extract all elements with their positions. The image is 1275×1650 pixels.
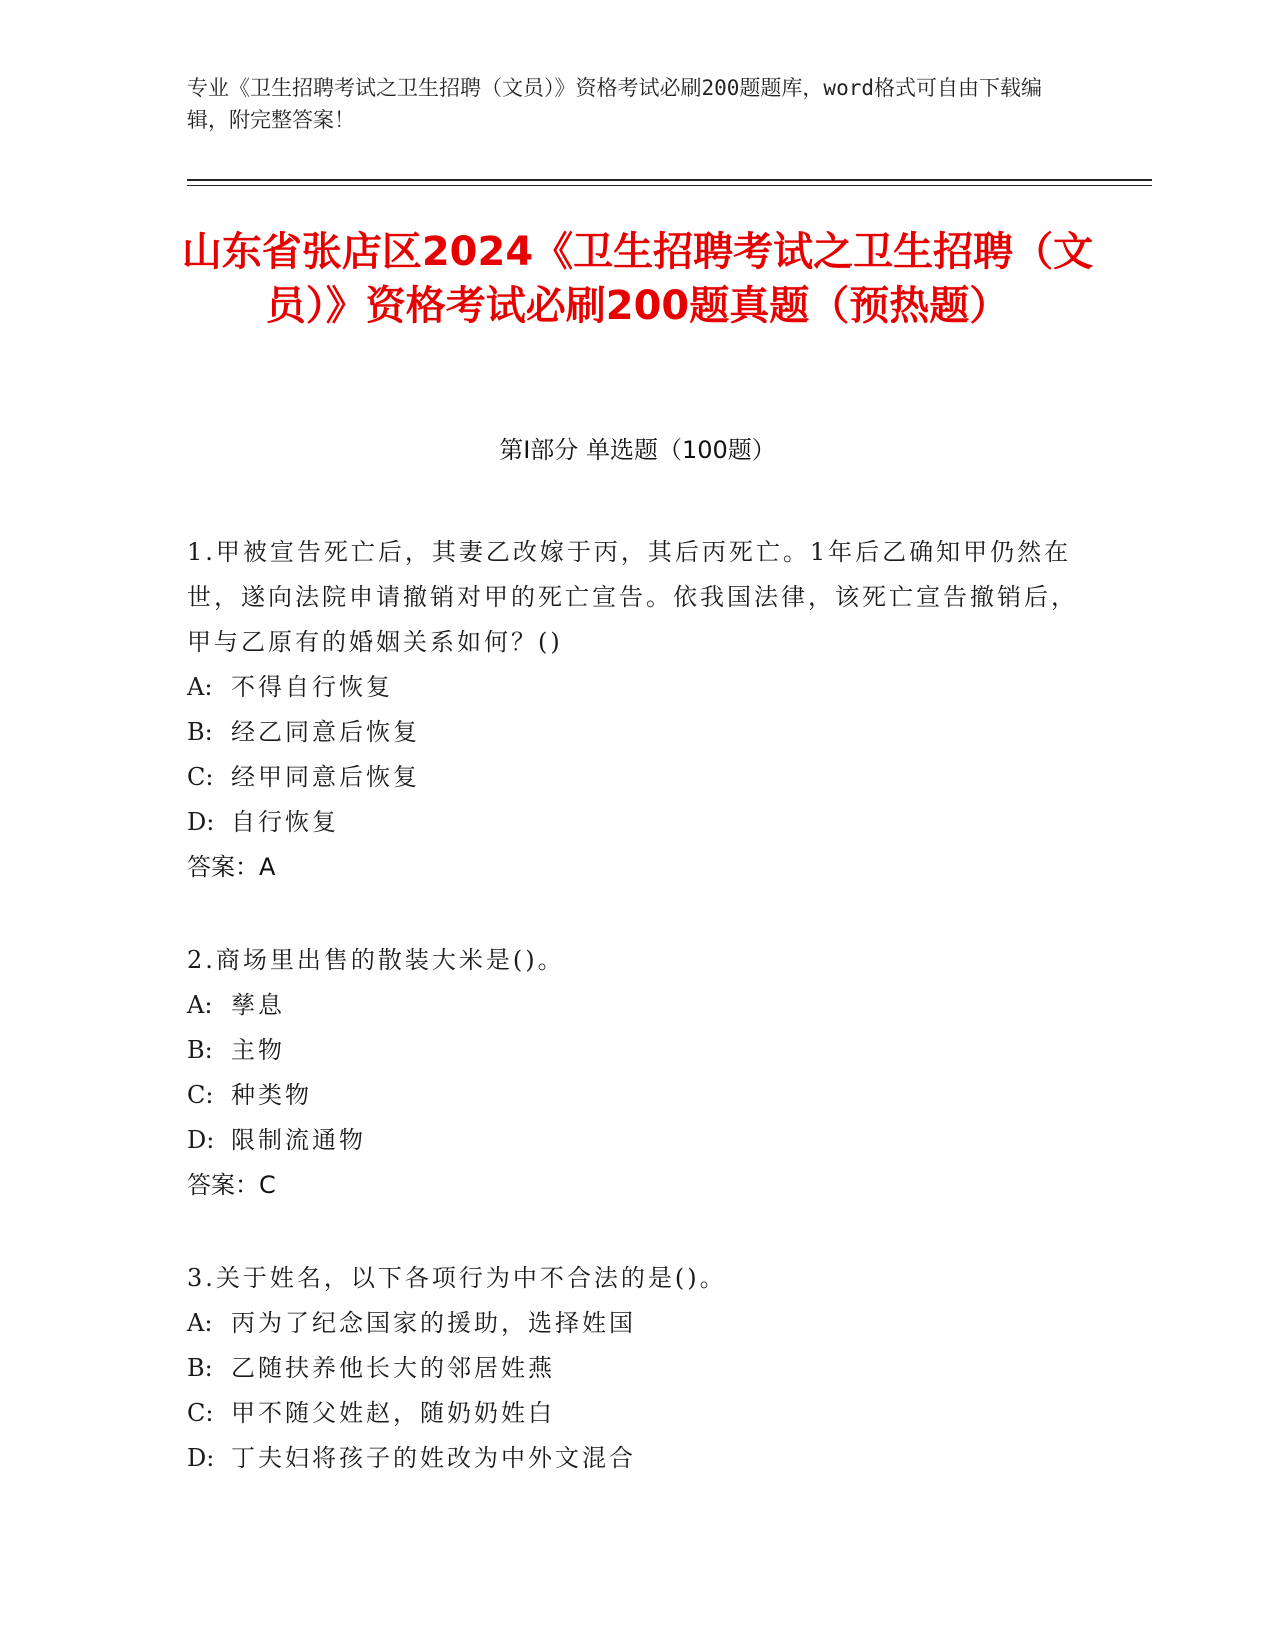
option-text: 限制流通物 <box>231 1126 366 1154</box>
option-a <box>187 665 1087 710</box>
option-text: 乙随扶养他长大的邻居姓燕 <box>231 1354 555 1382</box>
option-letter: C: <box>187 1399 214 1427</box>
option-d <box>187 1436 1087 1481</box>
question-text: 1.甲被宣告死亡后，其妻乙改嫁于丙，其后丙死亡。1年后乙确知甲仍然在世，遂向法院申请撤销对甲的死亡宣告。依我国法律，该死亡宣告撤销后，甲与乙原有的婚姻关系如何？() <box>187 538 1078 656</box>
answer-line: 答案：A <box>187 853 276 881</box>
option-letter: D: <box>187 808 215 836</box>
header-note: 专业《卫生招聘考试之卫生招聘（文员）》资格考试必刷200题题库，word格式可自由下载编辑，附完整答案！ <box>187 76 1042 132</box>
option-text: 经甲同意后恢复 <box>231 763 420 791</box>
header-divider-thin <box>187 185 1152 186</box>
option-letter: B: <box>187 718 213 746</box>
question-text: 3.关于姓名，以下各项行为中不合法的是()。 <box>187 1264 727 1292</box>
option-a <box>187 983 1087 1028</box>
option-c <box>187 1073 1087 1118</box>
question-text: 2.商场里出售的散装大米是()。 <box>187 946 565 974</box>
option-letter: B: <box>187 1354 213 1382</box>
option-letter: B: <box>187 1036 213 1064</box>
option-a <box>187 1301 1087 1346</box>
option-text: 不得自行恢复 <box>231 673 393 701</box>
option-c <box>187 755 1087 800</box>
option-letter: C: <box>187 763 214 791</box>
option-letter: D: <box>187 1126 215 1154</box>
option-text: 甲不随父姓赵，随奶奶姓白 <box>231 1399 555 1427</box>
question-list <box>187 530 1087 1529</box>
option-letter: D: <box>187 1444 215 1472</box>
section-heading: 第I部分 单选题（100题） <box>499 436 776 464</box>
option-text: 经乙同意后恢复 <box>231 718 420 746</box>
option-b <box>187 1028 1087 1073</box>
question-2 <box>187 938 1087 1208</box>
header-divider-thick <box>187 179 1152 181</box>
option-letter: C: <box>187 1081 214 1109</box>
option-letter: A: <box>187 1309 213 1337</box>
option-d <box>187 1118 1087 1163</box>
option-text: 丁夫妇将孩子的姓改为中外文混合 <box>231 1444 636 1472</box>
option-text: 自行恢复 <box>231 808 339 836</box>
option-text: 主物 <box>231 1036 285 1064</box>
option-d <box>187 800 1087 845</box>
option-letter: A: <box>187 673 213 701</box>
option-text: 种类物 <box>231 1081 312 1109</box>
question-3 <box>187 1256 1087 1481</box>
option-c <box>187 1391 1087 1436</box>
question-1 <box>187 530 1087 890</box>
answer-line: 答案：C <box>187 1171 276 1199</box>
option-text: 孳息 <box>231 991 285 1019</box>
option-b <box>187 710 1087 755</box>
document-title: 山东省张店区2024《卫生招聘考试之卫生招聘（文员）》资格考试必刷200题真题（预热题） <box>181 229 1094 329</box>
option-text: 丙为了纪念国家的援助，选择姓国 <box>231 1309 636 1337</box>
option-letter: A: <box>187 991 213 1019</box>
option-b <box>187 1346 1087 1391</box>
